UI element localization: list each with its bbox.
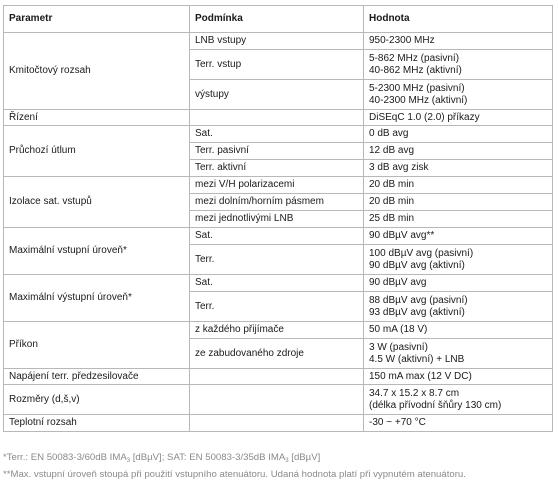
value-cell — [364, 339, 553, 369]
param-cell: Řízení — [4, 110, 190, 126]
footnote-1-subscript: 3 — [285, 458, 289, 464]
cond-cell — [190, 369, 364, 385]
value-line: 40-862 MHz (aktivní) — [369, 64, 462, 76]
value-line: 5-2300 MHz (pasivní) — [369, 82, 465, 94]
value-cell: 150 mA max (12 V DC) — [364, 369, 553, 385]
cond-cell: z každého přijímače — [190, 322, 364, 339]
value-line: 4.5 W (aktivní) + LNB — [369, 353, 465, 365]
cond-cell: mezi jednotlivými LNB — [190, 211, 364, 228]
value-cell: 25 dB min — [364, 211, 553, 228]
param-cell: Rozměry (d,š,v) — [4, 385, 190, 415]
header-hodnota: Hodnota — [364, 6, 553, 33]
cond-cell: mezi V/H polarizacemi — [190, 177, 364, 194]
spec-table — [3, 5, 553, 432]
table-row — [4, 110, 553, 126]
header-podminka: Podmínka — [190, 6, 364, 33]
value-cell: 90 dBµV avg** — [364, 228, 553, 245]
cond-cell — [190, 415, 364, 432]
value-cell: 20 dB min — [364, 177, 553, 194]
cond-cell: Terr. — [190, 245, 364, 275]
param-cell: Napájení terr. předzesilovače — [4, 369, 190, 385]
param-cell: Příkon — [4, 322, 190, 369]
value-cell: 20 dB min — [364, 194, 553, 211]
table-row — [4, 126, 553, 143]
table-row — [4, 177, 553, 194]
cond-cell: Terr. vstup — [190, 50, 364, 80]
value-cell: 950-2300 MHz — [364, 33, 553, 50]
value-line: 5-862 MHz (pasivní) — [369, 52, 460, 64]
table-row — [4, 33, 553, 50]
value-cell: 0 dB avg — [364, 126, 553, 143]
cond-cell: Terr. aktivní — [190, 160, 364, 177]
cond-cell — [190, 385, 364, 415]
value-line: 3 W (pasivní) — [369, 341, 428, 353]
header-parametr: Parametr — [4, 6, 190, 33]
cond-cell: LNB vstupy — [190, 33, 364, 50]
param-cell: Kmitočtový rozsah — [4, 33, 190, 110]
value-line: 88 dBµV avg (pasivní) — [369, 294, 468, 306]
value-cell — [364, 292, 553, 322]
footnote-1-text: [dBµV] — [288, 452, 321, 463]
value-cell — [364, 385, 553, 415]
value-cell — [364, 50, 553, 80]
cond-cell: ze zabudovaného zdroje — [190, 339, 364, 369]
value-line: 34.7 x 15.2 x 8.7 cm — [369, 387, 460, 399]
cond-cell: Terr. — [190, 292, 364, 322]
cond-cell — [190, 110, 364, 126]
value-cell: 12 dB avg — [364, 143, 553, 160]
value-cell: 90 dBµV avg — [364, 275, 553, 292]
value-cell — [364, 80, 553, 110]
footnote-1-text: *Terr.: EN 50083-3/60dB IMA — [3, 452, 127, 463]
footnote-1 — [3, 450, 555, 467]
table-header-row — [4, 6, 553, 33]
cond-cell: Terr. pasivní — [190, 143, 364, 160]
table-row — [4, 275, 553, 292]
param-cell: Teplotní rozsah — [4, 415, 190, 432]
table-row — [4, 228, 553, 245]
table-row — [4, 369, 553, 385]
table-row — [4, 415, 553, 432]
cond-cell: výstupy — [190, 80, 364, 110]
value-cell: -30 ~ +70 °C — [364, 415, 553, 432]
table-row — [4, 385, 553, 415]
value-cell — [364, 245, 553, 275]
value-cell: 3 dB avg zisk — [364, 160, 553, 177]
cond-cell: mezi dolním/horním pásmem — [190, 194, 364, 211]
value-line: (délka přívodní šňůry 130 cm) — [369, 399, 502, 411]
footnote-1-subscript: 3 — [126, 458, 131, 464]
value-line: 90 dBµV avg (aktivní) — [369, 259, 465, 271]
footnote-1-text: [dBµV]; SAT: EN 50083-3/35dB IMA — [130, 452, 286, 463]
cond-cell: Sat. — [190, 126, 364, 143]
value-line: 100 dBµV avg (pasivní) — [369, 247, 474, 259]
value-cell: DiSEqC 1.0 (2.0) příkazy — [364, 110, 553, 126]
param-cell: Maximální výstupní úroveň* — [4, 275, 190, 322]
param-cell: Maximální vstupní úroveň* — [4, 228, 190, 275]
value-cell: 50 mA (18 V) — [364, 322, 553, 339]
cond-cell: Sat. — [190, 228, 364, 245]
param-cell: Průchozí útlum — [4, 126, 190, 177]
footnotes — [3, 450, 555, 483]
table-row — [4, 322, 553, 339]
cond-cell: Sat. — [190, 275, 364, 292]
footnote-2: **Max. vstupní úroveň stoupá při použití vstupního atenuátoru. Udaná hodnota platí při vypnutém atenuátoru. — [3, 469, 466, 480]
value-line: 93 dBµV avg (aktivní) — [369, 306, 465, 318]
param-cell: Izolace sat. vstupů — [4, 177, 190, 228]
value-line: 40-2300 MHz (aktivní) — [369, 94, 468, 106]
